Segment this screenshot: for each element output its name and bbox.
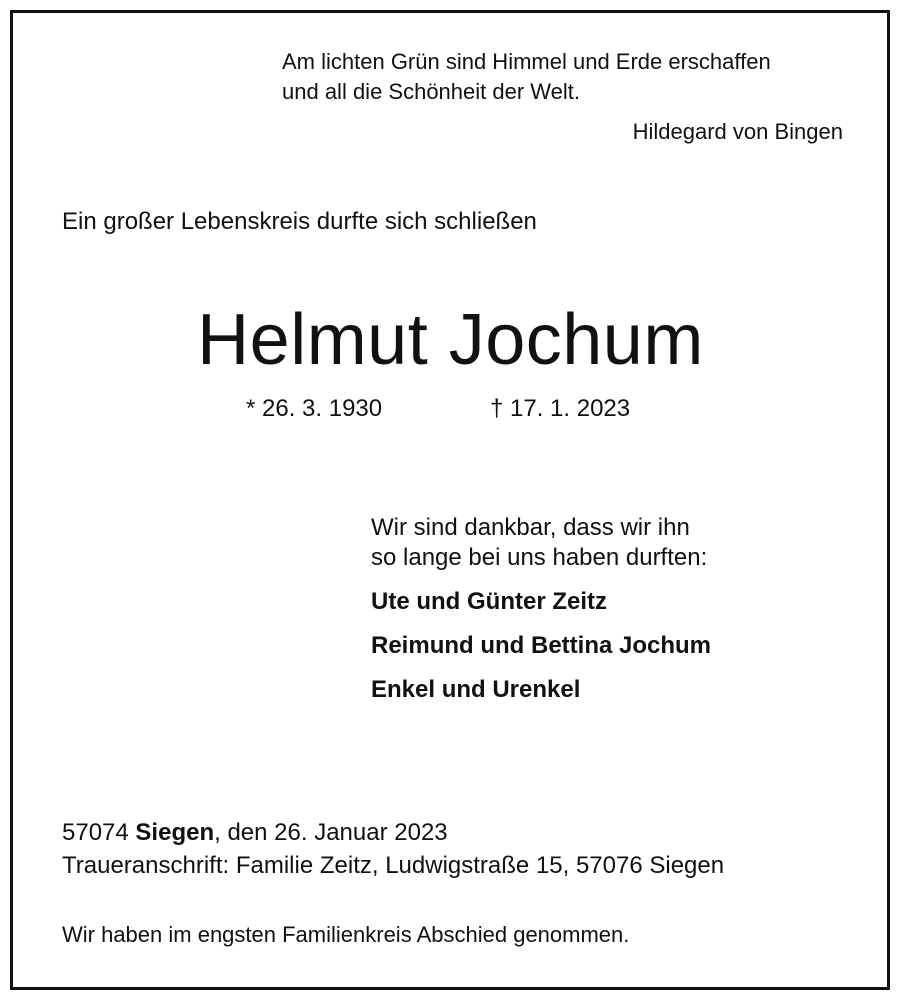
date-text: , den 26. Januar 2023 [214, 819, 448, 846]
place-and-date [62, 818, 448, 848]
farewell-note: Wir haben im engsten Familienkreis Abschied genommen. [62, 922, 630, 947]
quote-line-2: und all die Schönheit der Welt. [282, 79, 580, 104]
intro-text: Ein großer Lebenskreis durfte sich schließen [62, 208, 537, 235]
thanks-line-1: Wir sind dankbar, dass wir ihn [371, 514, 690, 541]
death-date: † 17. 1. 2023 [490, 395, 631, 422]
thanks-text [371, 513, 707, 573]
deceased-name: Helmut Jochum [197, 300, 704, 380]
mourning-address: Traueranschrift: Familie Zeitz, Ludwigstraße 15, 57076 Siegen [62, 852, 725, 879]
quote [282, 47, 771, 107]
family-member: Reimund und Bettina Jochum [371, 632, 712, 659]
quote-author: Hildegard von Bingen [632, 119, 843, 144]
family-member: Enkel und Urenkel [371, 676, 581, 703]
city: Siegen [135, 819, 215, 846]
quote-line-1: Am lichten Grün sind Himmel und Erde erschaffen [282, 49, 771, 74]
postcode: 57074 [62, 819, 129, 846]
thanks-line-2: so lange bei uns haben durften: [371, 544, 708, 571]
family-member: Ute und Günter Zeitz [371, 588, 607, 615]
birth-date: * 26. 3. 1930 [246, 395, 383, 422]
